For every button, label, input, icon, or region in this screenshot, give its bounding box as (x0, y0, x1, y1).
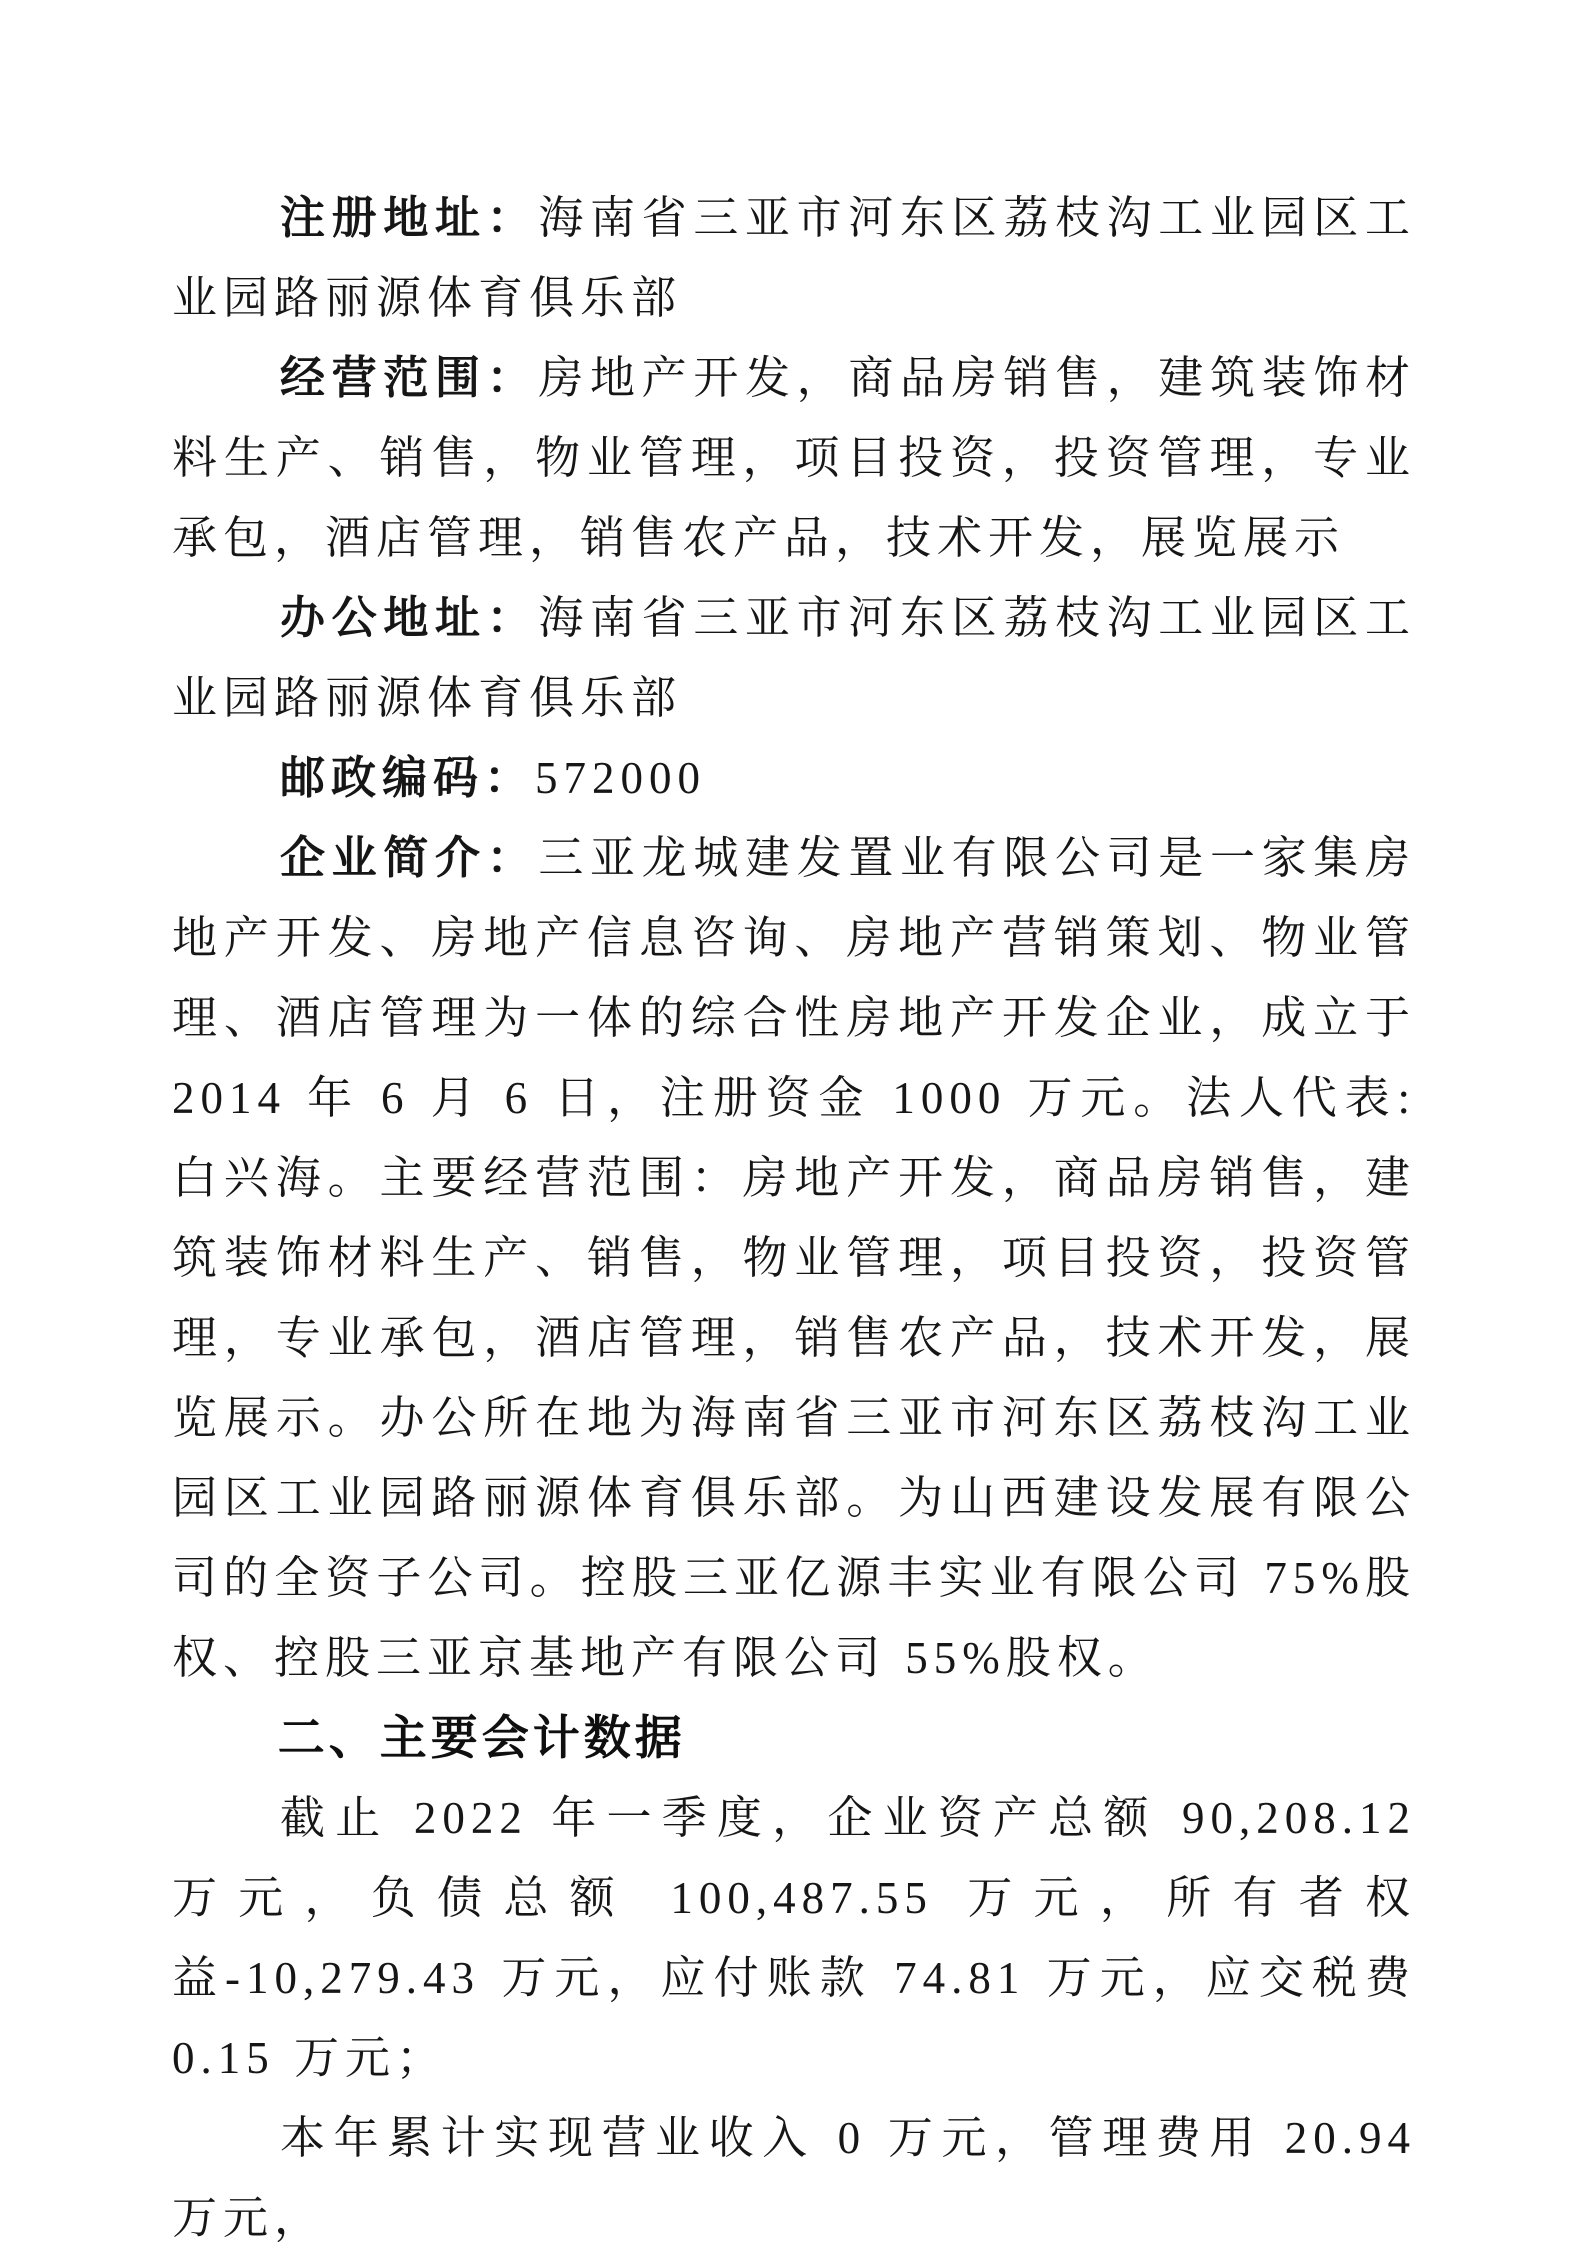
business-scope-label: 经营范围： (280, 353, 539, 403)
field-business-scope (172, 338, 1416, 578)
business-scope-value: 房地产开发，商品房销售，建筑装饰材料生产、销售，物业管理，项目投资，投资管理，专业承包，酒店管理，销售农产品，技术开发，展览展示 (172, 353, 1416, 563)
company-profile-label: 企业简介： (280, 833, 539, 883)
postal-code-value: 572000 (535, 753, 707, 803)
field-company-profile (172, 818, 1416, 1698)
company-profile-value: 三亚龙城建发置业有限公司是一家集房地产开发、房地产信息咨询、房地产营销策划、物业管理、酒店管理为一体的综合性房地产开发企业，成立于 2014 年 6 月 6 日，注册资金 1000 万元。法人代表:白兴海。主要经营范围：房地产开发，商品房销售，建筑装饰材料生产、销售，物业管理，项目投资，投资管理，专业承包，酒店管理，销售农产品，技术开发，展览展示。办公所在地为海南省三亚市河东区荔枝沟工业园区工业园路丽源体育俱乐部。为山西建设发展有限公司的全资子公司。控股三亚亿源丰实业有限公司 75%股权、控股三亚京基地产有限公司 55%股权。 (172, 833, 1416, 1683)
accounting-paragraph-balance: 截止 2022 年一季度，企业资产总额 90,208.12 万元，负债总额 100,487.55 万元，所有者权益-10,279.43 万元，应付账款 74.81 万元，应交税费 0.15 万元； (172, 1793, 1416, 2083)
postal-code-label: 邮政编码： (280, 753, 536, 803)
office-address-label: 办公地址： (280, 593, 539, 643)
accounting-paragraph-income: 本年累计实现营业收入 0 万元，管理费用 20.94 万元， (172, 2113, 1416, 2243)
field-office-address (172, 578, 1416, 738)
registered-address-label: 注册地址： (280, 193, 539, 243)
section-heading-accounting-data: 二、主要会计数据 (277, 1711, 686, 1764)
registered-address-value: 海南省三亚市河东区荔枝沟工业园区工业园路丽源体育俱乐部 (172, 193, 1416, 323)
field-registered-address (172, 178, 1416, 338)
office-address-value: 海南省三亚市河东区荔枝沟工业园区工业园路丽源体育俱乐部 (172, 593, 1416, 723)
document-body (172, 178, 1416, 2245)
field-postal-code (172, 738, 1416, 818)
